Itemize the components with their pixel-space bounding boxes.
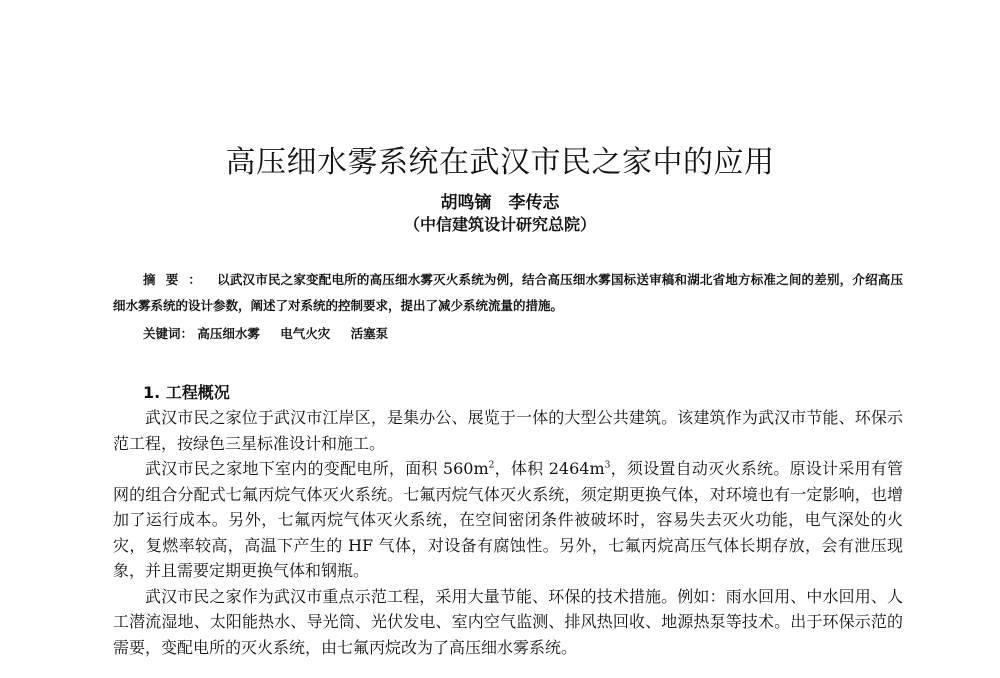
body-text <box>113 405 903 660</box>
abstract-text: 以武汉市民之家变配电所的高压细水雾灭火系统为例，结合高压细水雾国标送审稿和湖北省地方标准之间的差别，介绍高压细水雾系统的设计参数，阐述了对系统的控制要求，提出了减少系统流量的措施。 <box>113 272 903 313</box>
paragraph-2-part-2: ，体积 2464m <box>494 459 605 478</box>
paragraph-3: 武汉市民之家作为武汉市重点示范工程，采用大量节能、环保的技术措施。例如：雨水回用、中水回用、人工潜流湿地、太阳能热水、导光筒、光伏发电、室内空气监测、排风热回收、地源热泵等技术。出于环保示范的需要，变配电所的灭火系统，由七氟丙烷改为了高压细水雾系统。 <box>113 586 903 657</box>
authors: 胡鸣镝 李传志 <box>440 193 560 213</box>
abstract-label: 摘要： <box>143 272 212 287</box>
superscript-area-unit: 2 <box>488 460 495 471</box>
paper-title: 高压细水雾系统在武汉市民之家中的应用 <box>225 145 775 180</box>
section-heading: 1. 工程概况 <box>143 383 230 402</box>
superscript-volume-unit: 3 <box>604 460 611 471</box>
keyword: 高压细水雾 <box>197 326 260 341</box>
keywords-label: 关键词： <box>143 326 194 341</box>
affiliation: （中信建筑设计研究总院） <box>403 215 596 234</box>
paragraph-2-part-1: 武汉市民之家地下室内的变配电所，面积 560m <box>145 459 489 478</box>
abstract <box>113 267 903 319</box>
paragraph-2 <box>113 456 903 584</box>
keyword: 电气火灾 <box>280 326 331 341</box>
keywords <box>143 324 903 342</box>
paragraph-1: 武汉市民之家位于武汉市江岸区，是集办公、展览于一体的大型公共建筑。该建筑作为武汉市节能、环保示范工程，按绿色三星标准设计和施工。 <box>113 408 903 453</box>
keyword: 活塞泵 <box>350 326 389 341</box>
paragraph-2-part-3: ，须设置自动灭火系统。原设计采用有管网的组合分配式七氟丙烷气体灭火系统。七氟丙烷气体灭火系统，须定期更换气体，对环境也有一定影响，也增加了运行成本。另外，七氟丙烷气体灭火系统，在空间密闭条件被破坏时，容易失去灭火功能，电气深处的火灾，复燃率较高，高温下产生的 HF 气体，对设备有腐蚀性。另外，七氟丙烷高压气体长期存放，会有泄压现象，并且需要定期更换气体和钢瓶。 <box>113 459 903 580</box>
